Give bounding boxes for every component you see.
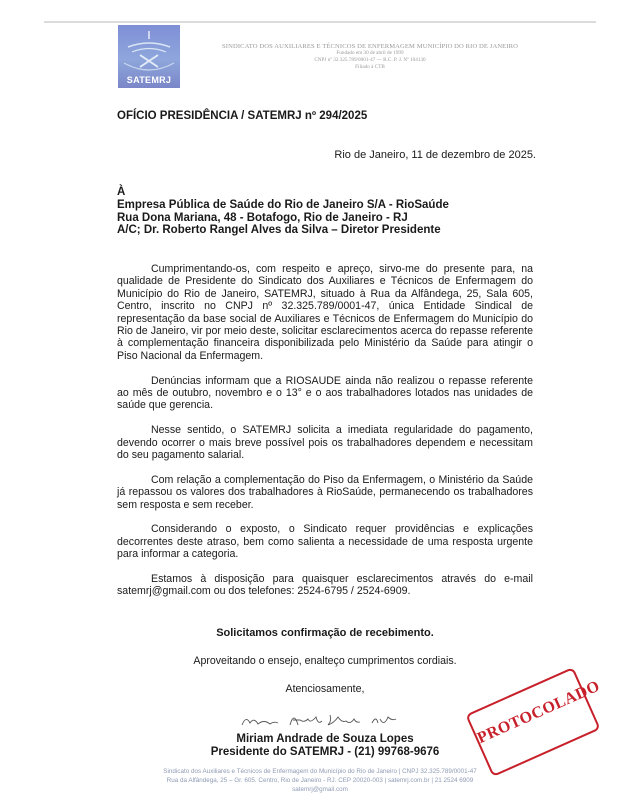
registration-number: CNPJ nº 32.325.789/0001-47 — R.C. P. J. Nº 104130	[314, 57, 426, 63]
affiliation: Filiado à CTB	[355, 64, 385, 70]
page-footer	[110, 767, 530, 794]
signer-role: Presidente do SATEMRJ - (21) 99768-9676	[210, 745, 440, 758]
footer-line: Sindicato dos Auxiliares e Técnicos de Enfermagem do Município do Rio de Janeiro | CNPJ 32.325.789/0001-47	[163, 768, 477, 775]
recipient-block	[117, 186, 449, 237]
body-paragraph: Cumprimentando-os, com respeito e apreço, sirvo-me do presente para, na qualidade de Presidente do Sindicato dos Auxiliares e Técnicos de Enfermagem do Município do Rio de Janeiro, SATEMRJ, situado à Rua da Alfândega, 25, Sala 605, Centro, inscrito no CNPJ nº 32.325.789/0001-47, única Entidade Sindical de representação da base social de Auxiliares e Técnicos de Enfermagem do Município do Rio de Janeiro, vir por meio deste, solicitar esclarecimentos acerca do repasse referente à complementação financeira disponibilizada pelo Ministério da Saúde para atingir o Piso Nacional da Enfermagem.	[117, 263, 533, 362]
signer-name: Miriam Andrade de Souza Lopes	[236, 733, 414, 745]
confirmation-request: Solicitamos confirmação de recebimento.	[216, 627, 434, 639]
body-paragraph: Considerando o exposto, o Sindicato requer providências e explicações decorrentes deste atraso, bem como salienta a necessidade de uma resposta urgente para informar a categoria.	[117, 523, 533, 561]
document-reference: OFÍCIO PRESIDÊNCIA / SATEMRJ nº 294/2025	[117, 110, 368, 122]
document-date: Rio de Janeiro, 11 de dezembro de 2025.	[334, 149, 536, 161]
letterhead	[190, 43, 550, 71]
regards: Atenciosamente,	[285, 683, 365, 695]
body-paragraph: Denúncias informam que a RIOSAUDE ainda não realizou o repasse referente ao mês de outubro, novembro e o 13° e o aos trabalhadores lotados nas unidades de saúde que gerencia.	[117, 374, 533, 412]
stamp-label: PROTOCOLADO	[474, 677, 603, 748]
signer-block	[117, 733, 533, 758]
recipient-attention: A/C; Dr. Roberto Rangel Alves da Silva – Diretor Presidente	[117, 224, 441, 237]
body-paragraph: Nesse sentido, o SATEMRJ solicita a imediata regularidade do pagamento, devendo ocorrer o mais breve possível pois os trabalhadores dependem e necessitam do seu pagamento salarial.	[117, 424, 533, 462]
recipient-salutation: À	[117, 186, 126, 198]
union-name: SINDICATO DOS AUXILIARES E TÉCNICOS DE ENFERMAGEM MUNICÍPIO DO RIO DE JANEIRO	[222, 43, 518, 50]
footer-email: satemrj@gmail.com	[292, 786, 348, 793]
top-rule	[44, 21, 596, 23]
handwritten-signature	[238, 707, 408, 731]
satemrj-logo	[118, 25, 180, 88]
logo-wordmark: SATEMRJ	[126, 75, 172, 85]
founded-date: Fundado em 30 de abril de 1999	[336, 50, 404, 56]
recipient-address: Rua Dona Mariana, 48 - Botafogo, Rio de Janeiro - RJ	[117, 211, 408, 224]
closing-line: Aproveitando o ensejo, enalteço cumprimentos cordiais.	[193, 655, 457, 667]
body-paragraph: Estamos à disposição para quaisquer esclarecimentos através do e-mail satemrj@gmail.com ou dos telefones: 2524-6795 / 2524-6909.	[117, 573, 533, 598]
body-paragraph: Com relação a complementação do Piso da Enfermagem, o Ministério da Saúde já repassou os valores dos trabalhadores à RioSaúde, permanecendo os trabalhadores sem resposta e sem receber.	[117, 473, 533, 511]
footer-line: Rua da Alfândega, 25 – Gr. 605. Centro, Rio de Janeiro - RJ. CEP 20020-003 | satemrj.com.br | 21 2524 6909	[166, 777, 474, 784]
letter-body	[117, 263, 533, 610]
recipient-organization: Empresa Pública de Saúde do Rio de Janeiro S/A - RioSaúde	[117, 198, 449, 211]
